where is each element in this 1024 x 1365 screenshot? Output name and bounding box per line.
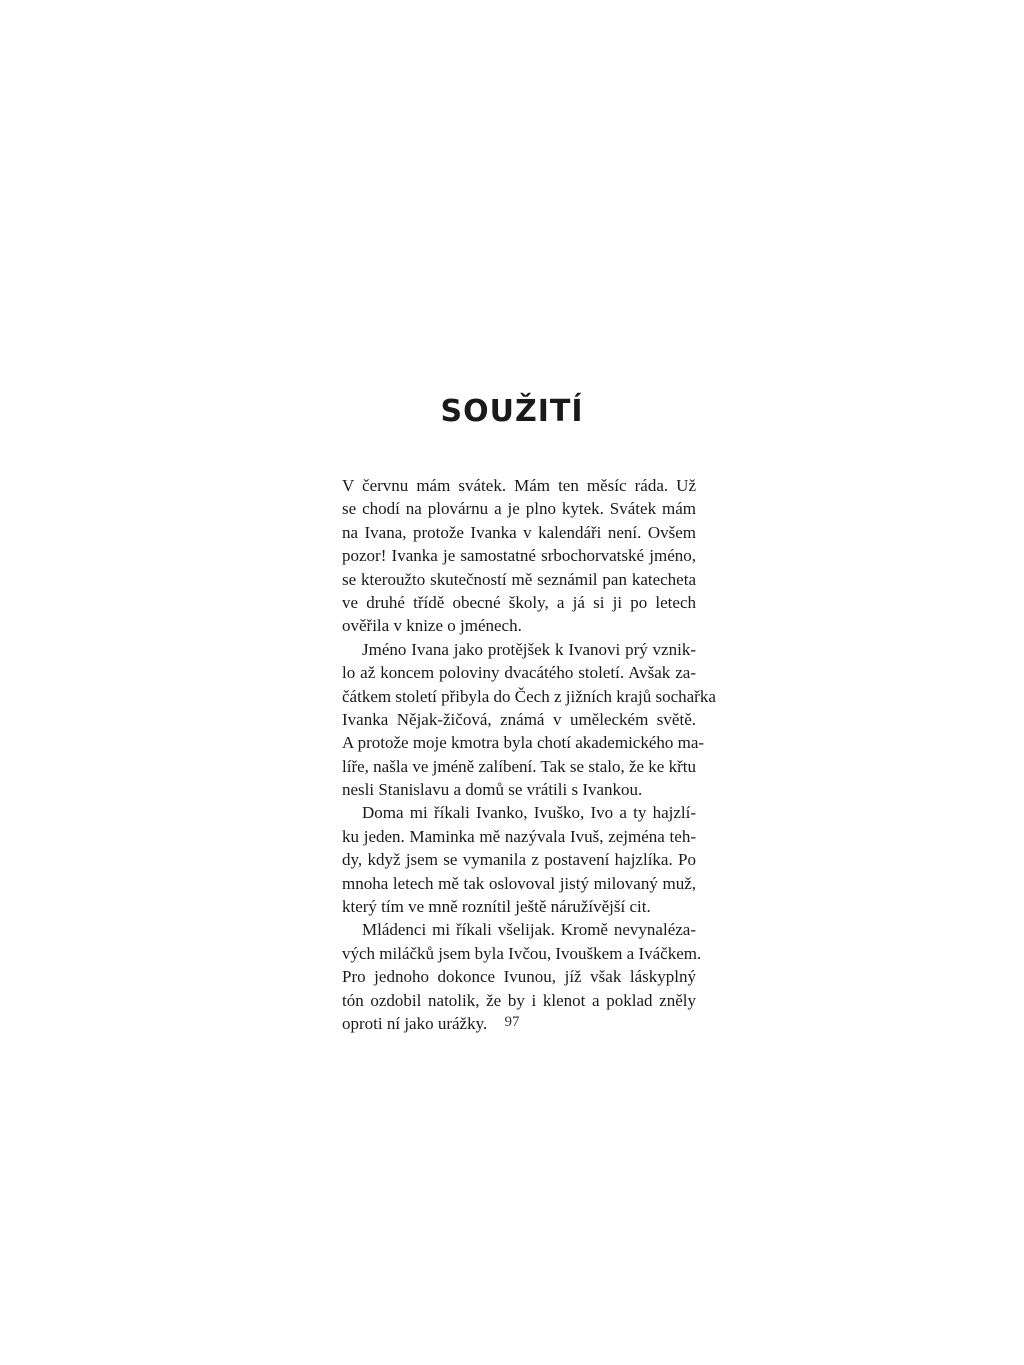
text-line: mnoha letech mě tak oslovoval jistý milovaný muž, <box>342 873 696 893</box>
text-line: ověřila v knize o jménech. <box>342 616 522 636</box>
text-line: ve druhé třídě obecné školy, a já si ji po letech <box>342 592 696 612</box>
text-line: V červnu mám svátek. Mám ten měsíc ráda. Už <box>342 476 696 495</box>
text-line: pozor! Ivanka je samostatné srbochorvatské jméno, <box>342 546 696 566</box>
text-line: se chodí na plovárnu a je plno kytek. Svátek mám <box>342 499 696 519</box>
chapter-title: SOUŽITÍ <box>440 394 584 429</box>
text-line: líře, našla ve jméně zalíbení. Tak se stalo, že ke křtu <box>342 756 696 776</box>
text-line: na Ivana, protože Ivanka v kalendáři není. Ovšem <box>342 522 696 542</box>
page-number: 97 <box>504 1014 520 1030</box>
text-line: lo až koncem poloviny dvacátého století. Avšak za- <box>342 663 696 683</box>
text-line: Ivanka Nějak-žičová, známá v uměleckém světě. <box>342 709 696 729</box>
text-line: Jméno Ivana jako protějšek k Ivanovi prý vznik- <box>362 639 696 659</box>
text-line: Doma mi říkali Ivanko, Ivuško, Ivo a ty hajzlí- <box>362 803 696 823</box>
text-line: Pro jednoho dokonce Ivunou, jíž však láskyplný <box>342 967 696 987</box>
text-line: ku jeden. Maminka mě nazývala Ivuš, zejména teh- <box>342 826 696 846</box>
text-line: čátkem století přibyla do Čech z jižních krajů sochařka <box>342 686 716 706</box>
body-text <box>342 474 716 1035</box>
text-line: Mládenci mi říkali všelijak. Kromě nevynaléza- <box>362 920 696 940</box>
text-line: vých miláčků jsem byla Ivčou, Ivouškem a Iváčkem. <box>342 943 702 963</box>
text-line: oproti ní jako urážky. <box>342 1013 488 1033</box>
text-line: dy, když jsem se vymanila z postavení hajzlíka. Po <box>342 850 696 870</box>
text-line: tón ozdobil natolik, že by i klenot a poklad zněly <box>342 990 696 1010</box>
text-line: který tím ve mně roznítil ještě náružívější cit. <box>342 897 651 917</box>
text-line: se kteroužto skutečností mě seznámil pan katecheta <box>342 569 696 589</box>
text-line: A protože moje kmotra byla chotí akademického ma- <box>342 733 705 753</box>
text-line: nesli Stanislavu a domů se vrátili s Ivankou. <box>342 780 643 800</box>
